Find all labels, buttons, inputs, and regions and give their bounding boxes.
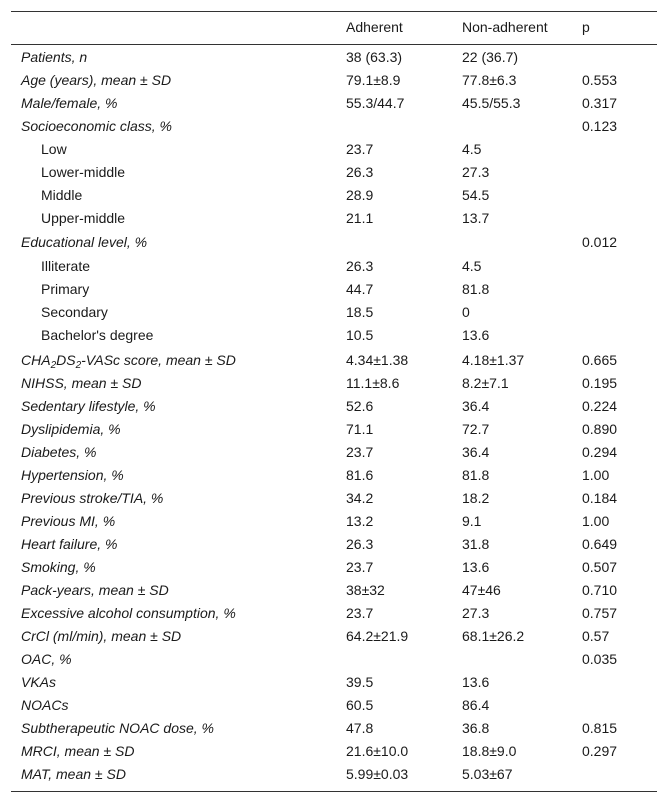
adherent-value: 26.3 <box>346 258 374 274</box>
row-label: Middle <box>41 187 83 203</box>
non-adherent-value: 8.2±7.1 <box>462 375 509 391</box>
row-label: Sedentary lifestyle, % <box>21 398 156 414</box>
table-row <box>11 441 657 463</box>
row-label: Subtherapeutic NOAC dose, % <box>21 720 214 736</box>
adherent-value: 26.3 <box>346 164 374 180</box>
adherent-value: 26.3 <box>346 536 374 552</box>
table-row <box>11 255 657 277</box>
non-adherent-value: 36.4 <box>462 444 490 460</box>
non-adherent-value: 5.03±67 <box>462 766 513 782</box>
row-label: OAC, % <box>21 651 72 667</box>
p-value: 0.317 <box>582 95 618 111</box>
p-value: 0.57 <box>582 628 610 644</box>
adherent-value: 47.8 <box>346 720 374 736</box>
adherent-value: 21.6±10.0 <box>346 743 409 759</box>
adherent-value: 39.5 <box>346 674 374 690</box>
adherent-value: 5.99±0.03 <box>346 766 409 782</box>
adherent-value: 38 (63.3) <box>346 49 403 65</box>
row-label: Primary <box>41 281 90 297</box>
row-label: Upper-middle <box>41 210 126 226</box>
table-row <box>11 510 657 532</box>
non-adherent-value: 45.5/55.3 <box>462 95 521 111</box>
p-value: 0.890 <box>582 421 618 437</box>
table-row <box>11 184 657 206</box>
non-adherent-value: 4.5 <box>462 141 482 157</box>
cha-label-part: DS <box>56 352 76 368</box>
table-row <box>11 487 657 509</box>
adherent-value: 23.7 <box>346 141 374 157</box>
row-label: Pack-years, mean ± SD <box>21 582 169 598</box>
p-value: 0.553 <box>582 72 618 88</box>
non-adherent-value: 86.4 <box>462 697 490 713</box>
header-adherent: Adherent <box>346 19 403 35</box>
non-adherent-value: 81.8 <box>462 467 490 483</box>
p-value: 0.815 <box>582 720 618 736</box>
table-row <box>11 556 657 578</box>
header-rule <box>11 44 657 45</box>
non-adherent-value: 27.3 <box>462 164 490 180</box>
adherent-value: 79.1±8.9 <box>346 72 401 88</box>
row-label: NIHSS, mean ± SD <box>21 375 142 391</box>
row-label: Previous MI, % <box>21 513 116 529</box>
adherent-value: 23.7 <box>346 444 374 460</box>
adherent-value: 4.34±1.38 <box>346 352 409 368</box>
row-label: Secondary <box>41 304 108 320</box>
p-value: 1.00 <box>582 513 610 529</box>
table-row <box>11 740 657 762</box>
table-row <box>11 602 657 624</box>
cha-label-part: 2 <box>50 360 57 371</box>
non-adherent-value: 4.18±1.37 <box>462 352 525 368</box>
p-value: 0.297 <box>582 743 618 759</box>
row-label: Age (years), mean ± SD <box>21 72 172 88</box>
adherent-value: 60.5 <box>346 697 374 713</box>
adherent-value: 81.6 <box>346 467 374 483</box>
non-adherent-value: 9.1 <box>462 513 482 529</box>
row-label: Male/female, % <box>21 95 118 111</box>
header-non-adherent: Non-adherent <box>462 19 548 35</box>
table-row <box>11 763 657 785</box>
table-row <box>11 324 657 346</box>
non-adherent-value: 54.5 <box>462 187 490 203</box>
table-row <box>11 372 657 394</box>
table-row <box>11 278 657 300</box>
row-label: VKAs <box>21 674 57 690</box>
p-value: 0.184 <box>582 490 618 506</box>
adherent-value: 44.7 <box>346 281 374 297</box>
adherent-value: 23.7 <box>346 559 374 575</box>
table-row <box>11 717 657 739</box>
row-label: Hypertension, % <box>21 467 124 483</box>
non-adherent-value: 77.8±6.3 <box>462 72 517 88</box>
cha-label-part: 2 <box>75 360 82 371</box>
non-adherent-value: 0 <box>462 304 470 320</box>
non-adherent-value: 13.7 <box>462 210 490 226</box>
adherent-value: 21.1 <box>346 210 374 226</box>
table-row <box>11 464 657 486</box>
row-label: Previous stroke/TIA, % <box>21 490 164 506</box>
cha-label-part: -VASc score, mean ± SD <box>81 352 236 368</box>
p-value: 0.710 <box>582 582 618 598</box>
row-label: NOACs <box>21 697 69 713</box>
adherent-value: 64.2±21.9 <box>346 628 409 644</box>
row-label: Diabetes, % <box>21 444 97 460</box>
cha-label-part: CHA <box>21 352 51 368</box>
row-label: Heart failure, % <box>21 536 118 552</box>
table-row <box>11 161 657 183</box>
table-row <box>11 579 657 601</box>
header-row <box>11 16 657 38</box>
p-value: 0.665 <box>582 352 618 368</box>
row-label: Socioeconomic class, % <box>21 118 172 134</box>
table-row <box>11 671 657 693</box>
row-label: Excessive alcohol consumption, % <box>21 605 236 621</box>
non-adherent-value: 27.3 <box>462 605 490 621</box>
table-row <box>11 395 657 417</box>
row-label: CrCl (ml/min), mean ± SD <box>21 628 182 644</box>
table-row <box>11 648 657 670</box>
p-value: 1.00 <box>582 467 610 483</box>
table-row <box>11 138 657 160</box>
p-value: 0.507 <box>582 559 618 575</box>
non-adherent-value: 13.6 <box>462 559 490 575</box>
non-adherent-value: 68.1±26.2 <box>462 628 525 644</box>
row-label: Low <box>41 141 67 157</box>
p-value: 0.035 <box>582 651 618 667</box>
adherent-value: 52.6 <box>346 398 374 414</box>
row-label: Dyslipidemia, % <box>21 421 121 437</box>
adherent-value: 71.1 <box>346 421 374 437</box>
non-adherent-value: 36.4 <box>462 398 490 414</box>
row-label: MRCI, mean ± SD <box>21 743 135 759</box>
adherent-value: 18.5 <box>346 304 374 320</box>
non-adherent-value: 18.8±9.0 <box>462 743 517 759</box>
adherent-value: 34.2 <box>346 490 374 506</box>
row-label: Illiterate <box>41 258 91 274</box>
non-adherent-value: 22 (36.7) <box>462 49 519 65</box>
p-value: 0.649 <box>582 536 618 552</box>
non-adherent-value: 13.6 <box>462 327 490 343</box>
row-label: MAT, mean ± SD <box>21 766 126 782</box>
table-row <box>11 231 657 253</box>
non-adherent-value: 13.6 <box>462 674 490 690</box>
row-label: Lower-middle <box>41 164 126 180</box>
non-adherent-value: 31.8 <box>462 536 490 552</box>
table-row <box>11 694 657 716</box>
table-row <box>11 69 657 91</box>
table-row <box>11 115 657 137</box>
header-p: p <box>582 19 590 35</box>
table-row <box>11 349 657 371</box>
non-adherent-value: 47±46 <box>462 582 501 598</box>
p-value: 0.757 <box>582 605 618 621</box>
table-row <box>11 207 657 229</box>
non-adherent-value: 81.8 <box>462 281 490 297</box>
bottom-rule <box>11 791 657 792</box>
table-row <box>11 533 657 555</box>
table-row <box>11 92 657 114</box>
p-value: 0.294 <box>582 444 618 460</box>
table-row <box>11 418 657 440</box>
adherent-value: 55.3/44.7 <box>346 95 405 111</box>
adherent-value: 23.7 <box>346 605 374 621</box>
adherent-value: 10.5 <box>346 327 374 343</box>
p-value: 0.195 <box>582 375 618 391</box>
non-adherent-value: 4.5 <box>462 258 482 274</box>
row-label: Educational level, % <box>21 234 148 250</box>
adherent-value: 28.9 <box>346 187 374 203</box>
non-adherent-value: 72.7 <box>462 421 490 437</box>
adherent-value: 11.1±8.6 <box>346 375 400 391</box>
top-rule <box>11 11 657 12</box>
non-adherent-value: 36.8 <box>462 720 490 736</box>
table-row <box>11 301 657 323</box>
row-label <box>21 349 236 371</box>
p-value: 0.123 <box>582 118 618 134</box>
adherent-value: 13.2 <box>346 513 374 529</box>
table-row <box>11 46 657 68</box>
row-label: Patients, n <box>21 49 88 65</box>
row-label: Smoking, % <box>21 559 96 575</box>
row-label: Bachelor's degree <box>41 327 154 343</box>
p-value: 0.224 <box>582 398 618 414</box>
adherent-value: 38±32 <box>346 582 385 598</box>
non-adherent-value: 18.2 <box>462 490 490 506</box>
table-row <box>11 625 657 647</box>
p-value: 0.012 <box>582 234 618 250</box>
